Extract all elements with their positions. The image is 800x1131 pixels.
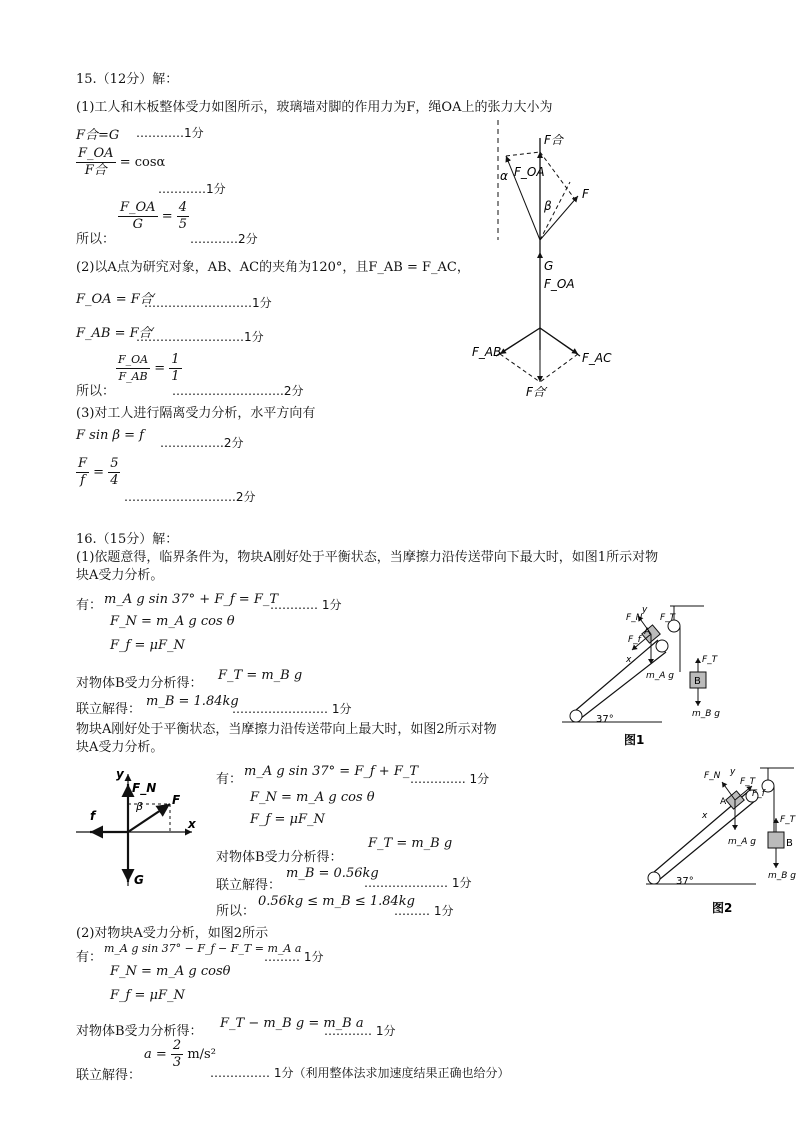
q15-eq6: $\frac{F\_OA}{F\_AB}$ = $\frac{1}{1}$ bbox=[118, 352, 180, 384]
q15-eq8-rnum: 5 bbox=[110, 456, 119, 471]
q16-solve-3: 联立解得： bbox=[76, 1068, 142, 1083]
fig1-label-b: B bbox=[694, 676, 701, 687]
q15-eq2-rhs: = cosα bbox=[119, 155, 166, 170]
q16-eq16-unit: m/s² bbox=[187, 1047, 216, 1062]
q16-b-analysis-2: 对物体B受力分析得： bbox=[216, 850, 343, 865]
q16-eq16-lhs: a = bbox=[144, 1047, 167, 1062]
label-g: G bbox=[544, 259, 554, 273]
fig1-label-fn: F_N bbox=[626, 613, 643, 623]
fig2-pulley-bottom bbox=[648, 872, 660, 884]
label-alpha: α bbox=[500, 169, 508, 183]
q16-eq3: F_f = μF_N bbox=[110, 638, 185, 653]
fig2-label-ft: F_T bbox=[740, 777, 756, 787]
fig1-label-ft2: F_T bbox=[702, 655, 718, 665]
q15-eq3-num: F_OA bbox=[120, 200, 156, 215]
fig2-label-y: y bbox=[730, 767, 736, 777]
fig2-label-x: x bbox=[702, 811, 708, 821]
q16-you-3: 有： bbox=[76, 950, 103, 965]
fig1-angle: 37° bbox=[596, 714, 614, 725]
label-beta: β bbox=[544, 199, 552, 213]
q15-eq3-rnum: 4 bbox=[178, 200, 188, 215]
q15-part2-intro: (2)以A点为研究对象，AB、AC的夹角为120°，且F_AB = F_AC， bbox=[76, 260, 470, 275]
label-f-small: f bbox=[90, 809, 96, 823]
q15-eq1-score: …………1分 bbox=[136, 126, 204, 140]
q15-part3-intro: (3)对工人进行隔离受力分析，水平方向有 bbox=[76, 406, 316, 421]
fig2-label-b: B bbox=[786, 838, 793, 849]
q15-eq3: $\frac{F\_OA}{G}$ = $\frac{4}{5}$ bbox=[120, 200, 188, 232]
q15-eq6-num: F_OA bbox=[116, 352, 150, 369]
fig1-caption: 图1 bbox=[624, 733, 645, 747]
label-fn: F_N bbox=[132, 781, 157, 795]
q15-eq8-den: f bbox=[80, 473, 85, 488]
q16-part2-intro: (2)对物块A受力分析，如图2所示 bbox=[76, 926, 269, 941]
q15-eq5: F_AB = F合′ bbox=[76, 326, 155, 341]
F-arrow bbox=[128, 804, 170, 832]
q15-eq2-score: …………1分 bbox=[158, 182, 226, 196]
q16-eq8: F_f = μF_N bbox=[250, 812, 325, 827]
q15-heading: 15.（12分）解： bbox=[76, 72, 179, 87]
q16-eq5-score: …………………… 1分 bbox=[232, 702, 352, 716]
q15-eq8-score: ……………………….2分 bbox=[124, 490, 256, 504]
q15-part1-intro: (1)工人和木板整体受力如图所示，玻璃墙对脚的作用力为F，绳OA上的张力大小为 bbox=[76, 100, 553, 115]
q16-eq16 bbox=[144, 1038, 216, 1071]
fig2-label-ft2: F_T bbox=[780, 815, 796, 825]
q16-you-2: 有： bbox=[216, 772, 243, 787]
q16-part1-line3: 物块A刚好处于平衡状态，当摩擦力沿传送带向上最大时，如图2所示对物 bbox=[76, 722, 497, 737]
q16-you-1: 有： bbox=[76, 598, 103, 613]
q15-eq7-score: …………….2分 bbox=[160, 436, 244, 450]
q15-eq3-score: …………2分 bbox=[190, 232, 258, 246]
q16-part1-line1: (1)依题意得，临界条件为，物块A刚好处于平衡状态，当摩擦力沿传送带向下最大时，如图1所示对物 bbox=[76, 550, 659, 565]
q16-eq15: F_T − m_B g = m_B a bbox=[220, 1016, 364, 1031]
label-y: y bbox=[116, 767, 124, 781]
q16-eq11-score: ……… 1分 bbox=[394, 904, 454, 918]
fig2-block-b bbox=[768, 832, 784, 848]
fig1-label-mag: m_A g bbox=[646, 671, 674, 681]
q16-eq1-score: ………… 1分 bbox=[270, 598, 342, 612]
q16-eq11: 0.56kg ≤ m_B ≤ 1.84kg bbox=[258, 894, 415, 909]
fig2-label-mag: m_A g bbox=[728, 837, 756, 847]
f-ac-arrow bbox=[540, 328, 578, 354]
q16-eq9: F_T = m_B g bbox=[368, 836, 453, 851]
q16-eq16-score: …………… 1分（利用整体法求加速度结果正确也给分） bbox=[210, 1066, 510, 1080]
pulley-top bbox=[656, 640, 668, 652]
q15-eq3-rden: 5 bbox=[178, 217, 188, 232]
label-x: x bbox=[188, 817, 196, 831]
q16-solve-1: 联立解得： bbox=[76, 702, 142, 717]
fig2-label-fn: F_N bbox=[704, 771, 721, 781]
q16-part1-line2: 块A受力分析。 bbox=[76, 568, 164, 583]
q16-eq13: F_N = m_A g cosθ bbox=[110, 964, 231, 979]
q15-eq7: F sin β = f bbox=[76, 428, 144, 443]
label-f-he: F合 bbox=[544, 133, 563, 147]
label-beta-small: β bbox=[136, 800, 144, 813]
q16-b-analysis-1: 对物体B受力分析得： bbox=[76, 676, 203, 691]
label-f-oa-2: F_OA bbox=[544, 277, 575, 291]
fig2-caption: 图2 bbox=[712, 901, 733, 915]
q16-eq12: m_A g sin 37° − F_f − F_T = m_A a bbox=[104, 942, 302, 955]
q16-eq14: F_f = μF_N bbox=[110, 988, 185, 1003]
label-f-ab: F_AB bbox=[472, 345, 502, 359]
fig1-label-mbg: m_B g bbox=[692, 709, 721, 719]
q15-eq8: $\frac{F}{f}$ = $\frac{5}{4}$ bbox=[78, 456, 119, 488]
q16-eq16-num: 2 bbox=[172, 1038, 182, 1053]
q16-heading: 16.（15分）解： bbox=[76, 532, 179, 547]
q15-eq6-den: F_AB bbox=[118, 370, 148, 383]
label-f-he-prime: F合′ bbox=[526, 385, 548, 399]
q16-eq5: m_B = 1.84kg bbox=[146, 694, 239, 709]
q15-eq8-rden: 4 bbox=[110, 473, 119, 488]
q16-eq4: F_T = m_B g bbox=[218, 668, 303, 683]
f-ab-arrow bbox=[500, 328, 540, 354]
q16-eq7: F_N = m_A g cos θ bbox=[250, 790, 375, 805]
label-f-ac: F_AC bbox=[582, 351, 612, 365]
q16-figure-1 bbox=[562, 598, 722, 748]
label-f-oa: F_OA bbox=[514, 165, 545, 179]
label-F-big: F bbox=[172, 793, 181, 807]
q16-eq16-den: 3 bbox=[172, 1055, 182, 1070]
q15-eq6-rnum: 1 bbox=[171, 352, 180, 367]
q16-eq12-score: ……… 1分 bbox=[264, 950, 324, 964]
q16-eq2: F_N = m_A g cos θ bbox=[110, 614, 235, 629]
q15-eq2-num: F_OA bbox=[78, 146, 114, 161]
fig2-label-a: A bbox=[720, 797, 727, 807]
q16-so-2: 所以： bbox=[216, 904, 256, 919]
q16-b-analysis-3: 对物体B受力分析得： bbox=[76, 1024, 203, 1039]
label-g-small: G bbox=[134, 873, 144, 887]
q16-solve-2: 联立解得： bbox=[216, 878, 282, 893]
fig2-angle: 37° bbox=[676, 876, 694, 887]
q15-eq2 bbox=[76, 146, 165, 179]
q16-eq6: m_A g sin 37° = F_f + F_T bbox=[244, 764, 419, 779]
q15-so-label-1: 所以： bbox=[76, 232, 116, 247]
q15-eq6-score: ……………………….2分 bbox=[172, 384, 304, 398]
pulley-bottom bbox=[570, 710, 582, 722]
fig1-label-ft: F_T bbox=[660, 613, 676, 623]
q15-eq5-score: ………………………1分 bbox=[136, 330, 264, 344]
q15-eq4-score: ………………………1分 bbox=[144, 296, 272, 310]
q16-eq1: m_A g sin 37° + F_f = F_T bbox=[104, 592, 279, 607]
q15-so-label-2: 所以： bbox=[76, 384, 116, 399]
label-f: F bbox=[582, 187, 589, 201]
q15-eq4: F_OA = F合′ bbox=[76, 292, 156, 307]
q15-force-diagram bbox=[470, 120, 640, 410]
fig2-label-mbg: m_B g bbox=[768, 871, 797, 881]
q15-eq1: F合=G bbox=[76, 128, 120, 143]
fig1-label-x: x bbox=[626, 655, 632, 665]
fig1-label-a: A bbox=[644, 627, 651, 637]
q16-figure-2 bbox=[640, 760, 800, 920]
fig1-label-y: y bbox=[642, 605, 648, 615]
q16-eq10: m_B = 0.56kg bbox=[286, 866, 379, 881]
q15-eq3-den: G bbox=[132, 217, 143, 232]
q16-eq15-score: ………… 1分 bbox=[324, 1024, 396, 1038]
q16-coordinate-diagram bbox=[72, 766, 202, 892]
q15-eq6-rden: 1 bbox=[171, 369, 180, 384]
q16-eq6-score: ………….. 1分 bbox=[410, 772, 490, 786]
fig1-label-ff: F_f bbox=[628, 635, 641, 645]
q16-part1-line4: 块A受力分析。 bbox=[76, 740, 164, 755]
q15-eq8-num: F bbox=[78, 456, 88, 471]
q15-eq2-den: F合 bbox=[84, 163, 107, 178]
q16-eq10-score: ………………… 1分 bbox=[364, 876, 472, 890]
fig2-label-ff: F_f bbox=[752, 789, 765, 799]
